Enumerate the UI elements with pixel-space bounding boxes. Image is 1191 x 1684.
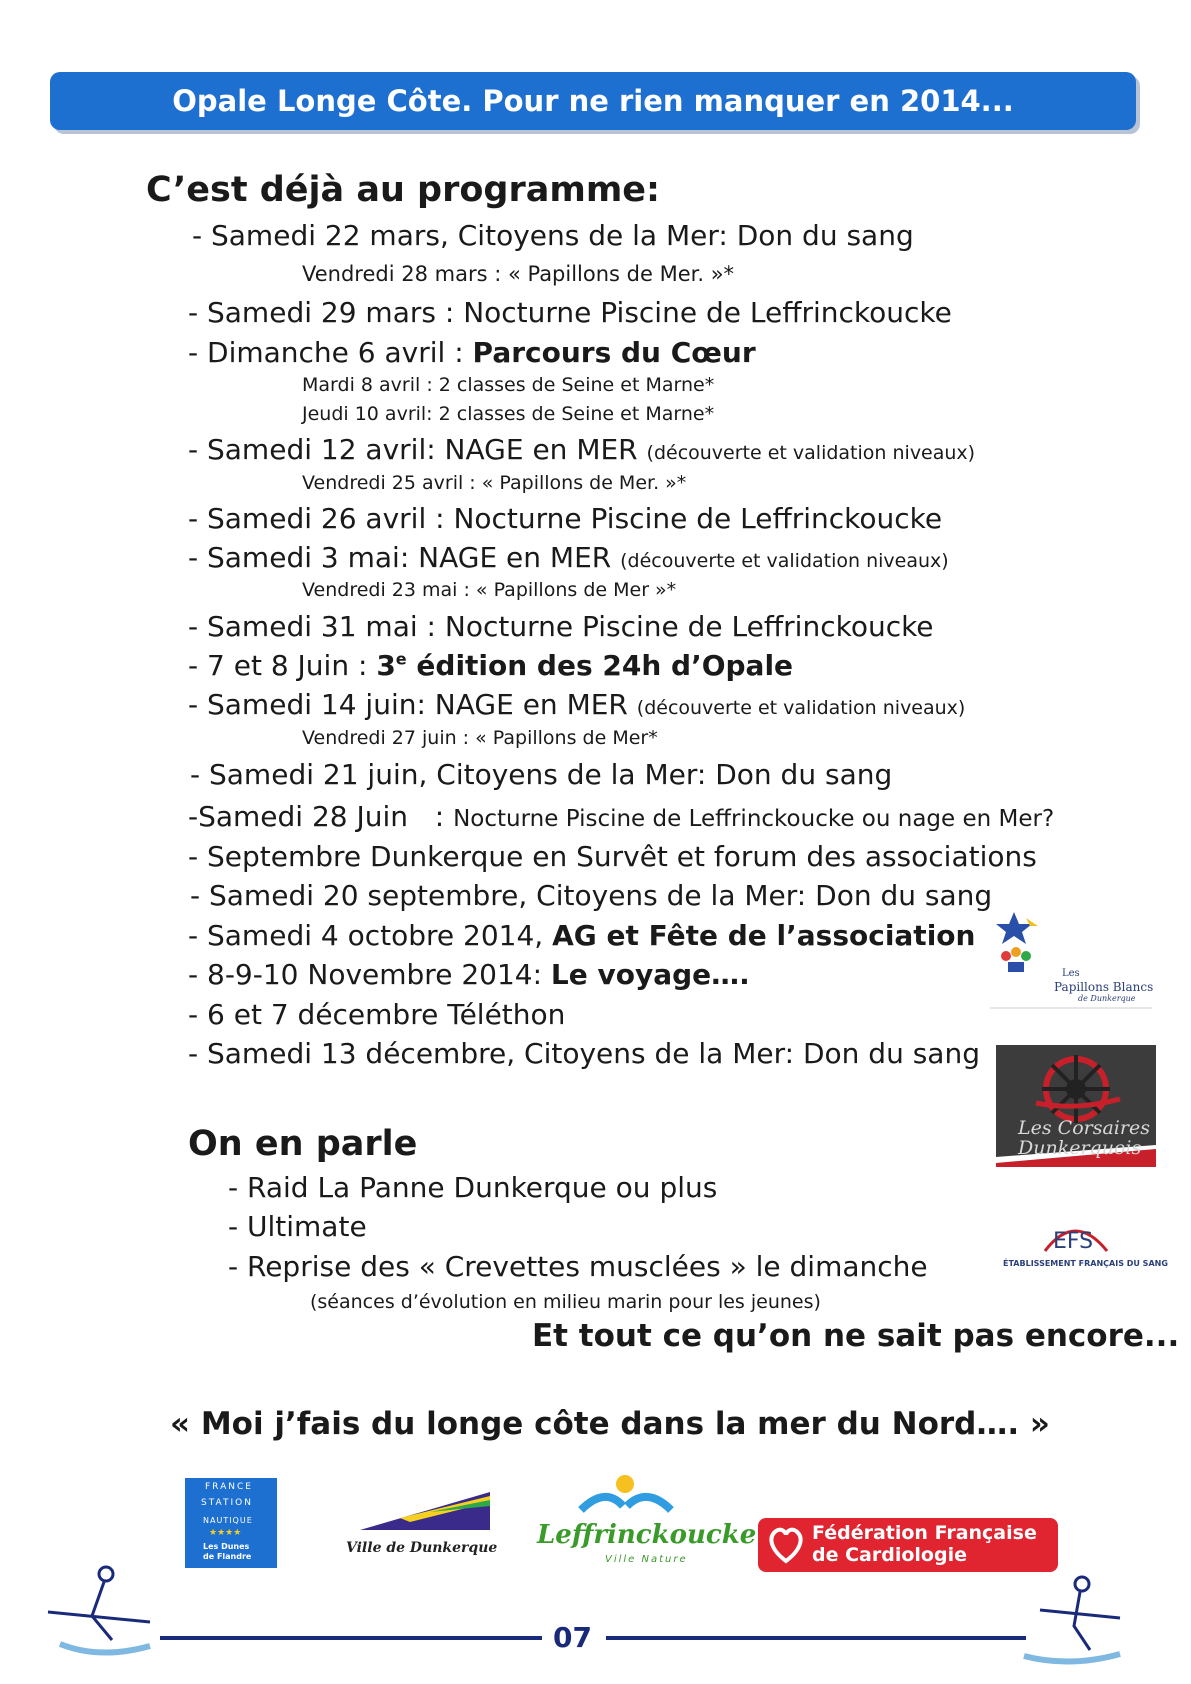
title-banner [50, 72, 1136, 130]
line-text: - Samedi 12 avril: NAGE en MER [188, 433, 647, 466]
program-line: - Samedi 26 avril : Nocturne Piscine de Leffrinckoucke [188, 502, 943, 535]
heart-icon [766, 1523, 806, 1567]
program-line: - 6 et 7 décembre Téléthon [188, 998, 566, 1031]
program-line: - Samedi 29 mars : Nocturne Piscine de Leffrinckoucke [188, 296, 952, 329]
program-line [188, 958, 750, 991]
station-l2: STATION [201, 1498, 253, 1508]
leffrinckoucke-sub: Ville Nature [605, 1554, 688, 1565]
program-line: - Samedi 21 juin, Citoyens de la Mer: Don du sang [190, 758, 893, 791]
line-bold: Parcours du Cœur [472, 336, 756, 369]
footer-rule-left [160, 1636, 542, 1640]
efs-full: ÉTABLISSEMENT FRANÇAIS DU SANG [1003, 1259, 1168, 1268]
program-subline: Vendredi 27 juin : « Papillons de Mer* [302, 727, 658, 749]
cardio-l2: de Cardiologie [812, 1544, 967, 1566]
talk-item: - Ultimate [228, 1210, 367, 1243]
program-subline: Vendredi 28 mars : « Papillons de Mer. »* [302, 262, 735, 286]
line-small: (découverte et validation niveaux) [646, 442, 976, 464]
station-stars: ★★★★ [209, 1528, 242, 1538]
leffrinckoucke-label: Leffrinckoucke [537, 1520, 757, 1550]
cardio-l1: Fédération Française [812, 1522, 1037, 1544]
page-number: 07 [553, 1621, 592, 1654]
banner-title: Opale Longe Côte. Pour ne rien manquer en 2014... [172, 84, 1014, 118]
closing-line: Et tout ce qu’on ne sait pas encore... [532, 1318, 1180, 1354]
program-subline: Vendredi 25 avril : « Papillons de Mer. »* [302, 472, 687, 494]
station-l3: NAUTIQUE [203, 1516, 253, 1525]
ville-de-dunkerque-logo [340, 1478, 500, 1568]
line-text: - 7 et 8 Juin : [188, 649, 377, 682]
line-small: (découverte et validation niveaux) [620, 550, 949, 572]
papillons-blancs-logo [986, 910, 1156, 1010]
station-l5: de Flandre [203, 1552, 252, 1561]
line-text: - 8-9-10 Novembre 2014: [188, 958, 551, 991]
line-text: - Samedi 14 juin: NAGE en MER [188, 688, 637, 721]
program-subline: Jeudi 10 avril: 2 classes de Seine et Marne* [302, 403, 715, 425]
program-line: - Samedi 20 septembre, Citoyens de la Mer: Don du sang [190, 879, 993, 912]
talk-heading: On en parle [188, 1124, 418, 1164]
papillons-l1: Les [1062, 968, 1080, 979]
quote-line: « Moi j’fais du longe côte dans la mer du Nord…. » [170, 1406, 1050, 1442]
line-small: (découverte et validation niveaux) [636, 697, 966, 719]
line-bold: 3 [376, 649, 396, 682]
france-station-nautique-logo [185, 1478, 277, 1568]
line-text: - Samedi 4 octobre 2014, [188, 919, 553, 952]
station-l4: Les Dunes [203, 1542, 250, 1551]
program-line [188, 541, 949, 574]
line-bold: AG et Fête de l’association [552, 919, 976, 952]
leffrinckoucke-logo [535, 1470, 757, 1575]
program-line: - Samedi 22 mars, Citoyens de la Mer: Don du sang [192, 219, 914, 252]
program-line: - Septembre Dunkerque en Survêt et forum des associations [188, 840, 1037, 873]
program-heading: C’est déjà au programme: [146, 170, 661, 210]
program-line: - Samedi 31 mai : Nocturne Piscine de Leffrinckoucke [188, 610, 934, 643]
footer-rule-right [606, 1636, 1026, 1640]
line-bold: édition des 24h d’Opale [406, 649, 794, 682]
efs-acronym: EFS [1053, 1229, 1094, 1254]
program-line [188, 919, 975, 952]
kayaker-right-icon [1020, 1570, 1130, 1670]
corsaires-l2: Dunkerquois [1018, 1137, 1142, 1159]
program-line [188, 688, 965, 721]
line-text: - Samedi 3 mai: NAGE en MER [188, 541, 621, 574]
papillons-l3: de Dunkerque [1078, 994, 1136, 1003]
station-l1: FRANCE [205, 1482, 253, 1492]
line-sup: e [395, 649, 407, 669]
program-line [188, 800, 1054, 833]
line-text: -Samedi 28 Juin : [188, 800, 454, 833]
talk-item: - Raid La Panne Dunkerque ou plus [228, 1171, 718, 1204]
program-subline: Mardi 8 avril : 2 classes de Seine et Marne* [302, 374, 715, 396]
cardiologie-logo [758, 1518, 1058, 1572]
papillons-l2: Papillons Blancs [1054, 980, 1154, 994]
line-small: Nocturne Piscine de Leffrinckoucke ou nage en Mer? [453, 806, 1055, 832]
program-line [188, 336, 756, 369]
talk-item: - Reprise des « Crevettes musclées » le dimanche [228, 1250, 928, 1283]
program-line [188, 433, 975, 466]
line-text: - Dimanche 6 avril : [188, 336, 473, 369]
program-subline: Vendredi 23 mai : « Papillons de Mer »* [302, 579, 677, 601]
corsaires-logo [996, 1045, 1156, 1167]
line-bold: Le voyage…. [550, 958, 750, 991]
talk-note: (séances d’évolution en milieu marin pour les jeunes) [310, 1291, 821, 1313]
corsaires-l1: Les Corsaires [1018, 1117, 1150, 1139]
program-line [188, 649, 793, 682]
dunkerque-flag-icon [340, 1478, 500, 1538]
program-line: - Samedi 13 décembre, Citoyens de la Mer: Don du sang [188, 1037, 980, 1070]
kayaker-left-icon [40, 1560, 160, 1670]
efs-logo [1003, 1215, 1168, 1275]
dunkerque-label: Ville de Dunkerque [346, 1540, 498, 1556]
